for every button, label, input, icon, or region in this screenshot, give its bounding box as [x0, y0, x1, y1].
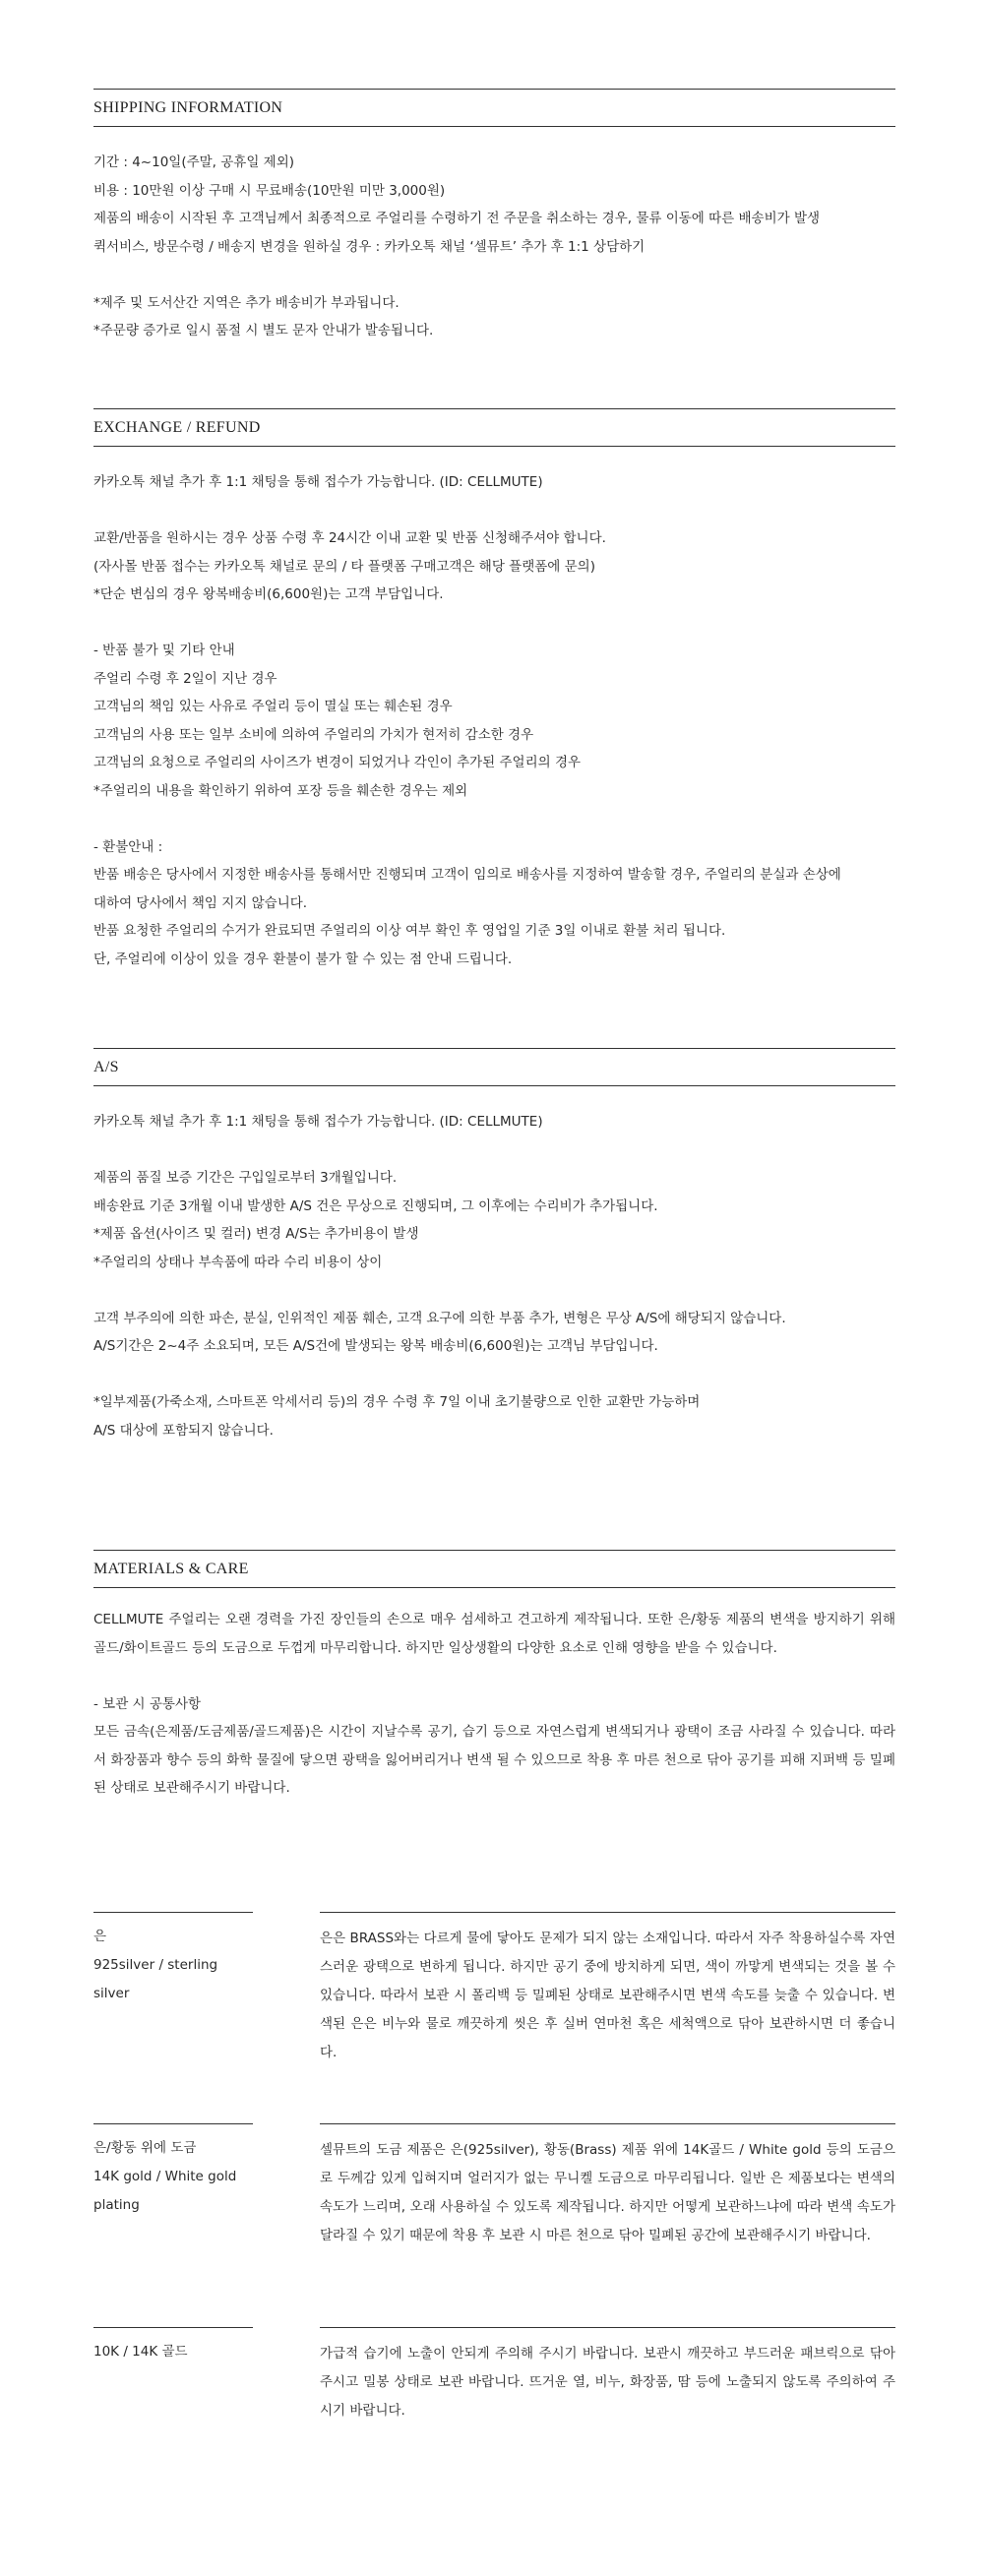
as-line: *일부제품(가죽소재, 스마트폰 악세서리 등)의 경우 수령 후 7일 이내 초기불량으로 인한 교환만 가능하며 [93, 1394, 701, 1410]
shipping-line: *주문량 증가로 일시 품절 시 별도 문자 안내가 발송됩니다. [93, 323, 434, 338]
exchange-section [93, 408, 895, 973]
shipping-section [93, 89, 895, 345]
as-line: *제품 옵션(사이즈 및 컬러) 변경 A/S는 추가비용이 발생 [93, 1226, 419, 1242]
exchange-line [93, 609, 895, 638]
as-line [93, 1276, 895, 1305]
care-item-label [93, 2123, 253, 2220]
care-common-text: 모든 금속(은제품/도금제품/골드제품)은 시간이 지날수록 공기, 습기 등으로 자연스럽게 변색되거나 광택이 조금 사라질 수 있습니다. 따라서 화장품과 향수 등의 화학 물질에 닿으면 광택을 잃어버리거나 변색 될 수 있으므로 착용 후 마른 천으로 닦아 공기를 피해 지퍼백 등 밀폐된 상태로 보관해주시기 바랍니다. [93, 1724, 895, 1796]
shipping-line: 제품의 배송이 시작된 후 고객님께서 최종적으로 주얼리를 수령하기 전 주문을 취소하는 경우, 물류 이동에 따른 배송비가 발생 [93, 211, 821, 226]
shipping-line: 비용 : 10만원 이상 구매 시 무료배송(10만원 미만 3,000원) [93, 182, 446, 199]
as-line: 배송완료 기준 3개월 이내 발생한 A/S 건은 무상으로 진행되며, 그 이후에는 수리비가 추가됩니다. [93, 1197, 658, 1214]
care-item-description [320, 2327, 895, 2425]
exchange-line: *주얼리의 내용을 확인하기 위하여 포장 등을 훼손한 경우는 제외 [93, 782, 468, 799]
care-label-line: 14K gold / White gold [93, 2169, 237, 2184]
as-line [93, 1136, 895, 1165]
exchange-line: *단순 변심의 경우 왕복배송비(6,600원)는 고객 부담입니다. [93, 586, 444, 602]
as-body [93, 1086, 895, 1444]
care-common-heading: - 보관 시 공통사항 [93, 1695, 202, 1712]
materials-body [93, 1588, 895, 1803]
exchange-line: 반품 요청한 주얼리의 수거가 완료되면 주얼리의 이상 여부 확인 후 영업일 기준 3일 이내로 환불 처리 됩니다. [93, 923, 726, 939]
exchange-line: 고객님의 책임 있는 사유로 주얼리 등이 멸실 또는 훼손된 경우 [93, 699, 453, 714]
exchange-line: - 환불안내 : [93, 838, 163, 855]
care-label-line: 925silver / sterling silver [93, 1957, 218, 2001]
as-section [93, 1048, 895, 1444]
exchange-header [93, 408, 895, 447]
exchange-title: EXCHANGE / REFUND [93, 418, 261, 436]
exchange-line: 교환/반품을 원하시는 경우 상품 수령 후 24시간 이내 교환 및 반품 신청해주셔야 합니다. [93, 530, 606, 546]
care-item-text: 가급적 습기에 노출이 안되게 주의해 주시기 바랍니다. 보관시 깨끗하고 부드러운 패브릭으로 닦아주시고 밀봉 상태로 보관 바랍니다. 뜨거운 열, 비누, 화장품, 땀 등에 노출되지 않도록 주의하여 주시기 바랍니다. [320, 2346, 895, 2419]
as-title: A/S [93, 1058, 119, 1075]
as-line [93, 1361, 895, 1389]
shipping-header [93, 89, 895, 127]
exchange-line: 주얼리 수령 후 2일이 지난 경우 [93, 670, 277, 687]
exchange-line: (자사몰 반품 접수는 카카오톡 채널로 문의 / 타 플랫폼 구매고객은 해당 플랫폼에 문의) [93, 558, 595, 575]
exchange-body [93, 447, 895, 973]
materials-header [93, 1550, 895, 1588]
exchange-line: 카카오톡 채널 추가 후 1:1 채팅을 통해 접수가 가능합니다. (ID: CELLMUTE) [93, 474, 543, 490]
care-item-text: 은은 BRASS와는 다르게 물에 닿아도 문제가 되지 않는 소재입니다. 따라서 자주 착용하실수록 자연스러운 광택으로 변하게 됩니다. 하지만 공기 중에 방치하게 되면, 색이 까맣게 변색되는 것을 볼 수 있습니다. 따라서 보관 시 폴리백 등 밀폐된 상태로 보관해주시면 변색 속도를 늦출 수 있습니다. 변색된 은은 비누와 물로 깨끗하게 씻은 후 실버 연마천 혹은 세척액으로 닦아 보관하시면 더 좋습니다. [320, 1931, 895, 2060]
care-item-text: 셀뮤트의 도금 제품은 은(925silver), 황동(Brass) 제품 위에 14K골드 / White gold 등의 도금으로 두께감 있게 입혀지며 얼러지가 없는 무니켈 도금으로 마무리됩니다. 일반 은 제품보다는 변색의 속도가 느리며, 오래 사용하실 수 있도록 제작됩니다. 하지만 어떻게 보관하느냐에 따라 변색 속도가 달라질 수 있기 때문에 착용 후 보관 시 마른 천으로 닦아 밀폐된 공간에 보관해주시기 바랍니다. [320, 2142, 895, 2243]
materials-intro: CELLMUTE 주얼리는 오랜 경력을 가진 장인들의 손으로 매우 섬세하고 견고하게 제작됩니다. 또한 은/황동 제품의 변색을 방지하기 위해 골드/화이트골드 등의 도금으로 두껍게 마무리합니다. 하지만 일상생활의 다양한 요소로 인해 영향을 받을 수 있습니다. [93, 1612, 895, 1656]
as-line: 고객 부주의에 의한 파손, 분실, 인위적인 제품 훼손, 고객 요구에 의한 부품 추가, 변형은 무상 A/S에 해당되지 않습니다. [93, 1310, 786, 1326]
materials-section [93, 1550, 895, 1803]
care-label-line: 은/황동 위에 도금 [93, 2140, 197, 2156]
exchange-line: 반품 배송은 당사에서 지정한 배송사를 통해서만 진행되며 고객이 임의로 배송사를 지정하여 발송할 경우, 주얼리의 분실과 손상에 [93, 867, 841, 883]
care-label-line: 은 [93, 1929, 107, 1944]
shipping-line [93, 261, 895, 289]
as-line: A/S기간은 2~4주 소요되며, 모든 A/S건에 발생되는 왕복 배송비(6,600원)는 고객님 부담입니다. [93, 1338, 658, 1354]
shipping-line: 기간 : 4~10일(주말, 공휴일 제외) [93, 154, 295, 170]
exchange-line: - 반품 불가 및 기타 안내 [93, 643, 235, 658]
shipping-body [93, 127, 895, 345]
exchange-line: 단, 주얼리에 이상이 있을 경우 환불이 불가 할 수 있는 점 안내 드립니다. [93, 951, 513, 967]
exchange-line: 고객님의 요청으로 주얼리의 사이즈가 변경이 되었거나 각인이 추가된 주얼리의 경우 [93, 755, 582, 770]
exchange-line [93, 497, 895, 525]
materials-title: MATERIALS & CARE [93, 1560, 249, 1577]
care-item-description [320, 2123, 895, 2250]
exchange-line: 대하여 당사에서 책임 지지 않습니다. [93, 894, 308, 911]
exchange-line [93, 805, 895, 833]
as-line: 제품의 품질 보증 기간은 구입일로부터 3개월입니다. [93, 1170, 398, 1186]
care-label-line: plating [93, 2197, 140, 2213]
care-item-label [93, 2327, 253, 2366]
shipping-line: 퀵서비스, 방문수령 / 배송지 변경을 원하실 경우 : 카카오톡 채널 ‘셀뮤트’ 추가 후 1:1 상담하기 [93, 238, 646, 255]
shipping-title: SHIPPING INFORMATION [93, 98, 283, 116]
care-item-label [93, 1912, 253, 2008]
exchange-line: 고객님의 사용 또는 일부 소비에 의하여 주얼리의 가치가 현저히 감소한 경우 [93, 726, 534, 743]
shipping-line: *제주 및 도서산간 지역은 추가 배송비가 부과됩니다. [93, 294, 400, 311]
as-line: *주얼리의 상태나 부속품에 따라 수리 비용이 상이 [93, 1254, 383, 1270]
care-item-description [320, 1912, 895, 2067]
as-line: 카카오톡 채널 추가 후 1:1 채팅을 통해 접수가 가능합니다. (ID: CELLMUTE) [93, 1114, 543, 1130]
as-line: A/S 대상에 포함되지 않습니다. [93, 1422, 274, 1439]
as-header [93, 1048, 895, 1086]
care-label-line: 10K / 14K 골드 [93, 2344, 188, 2360]
